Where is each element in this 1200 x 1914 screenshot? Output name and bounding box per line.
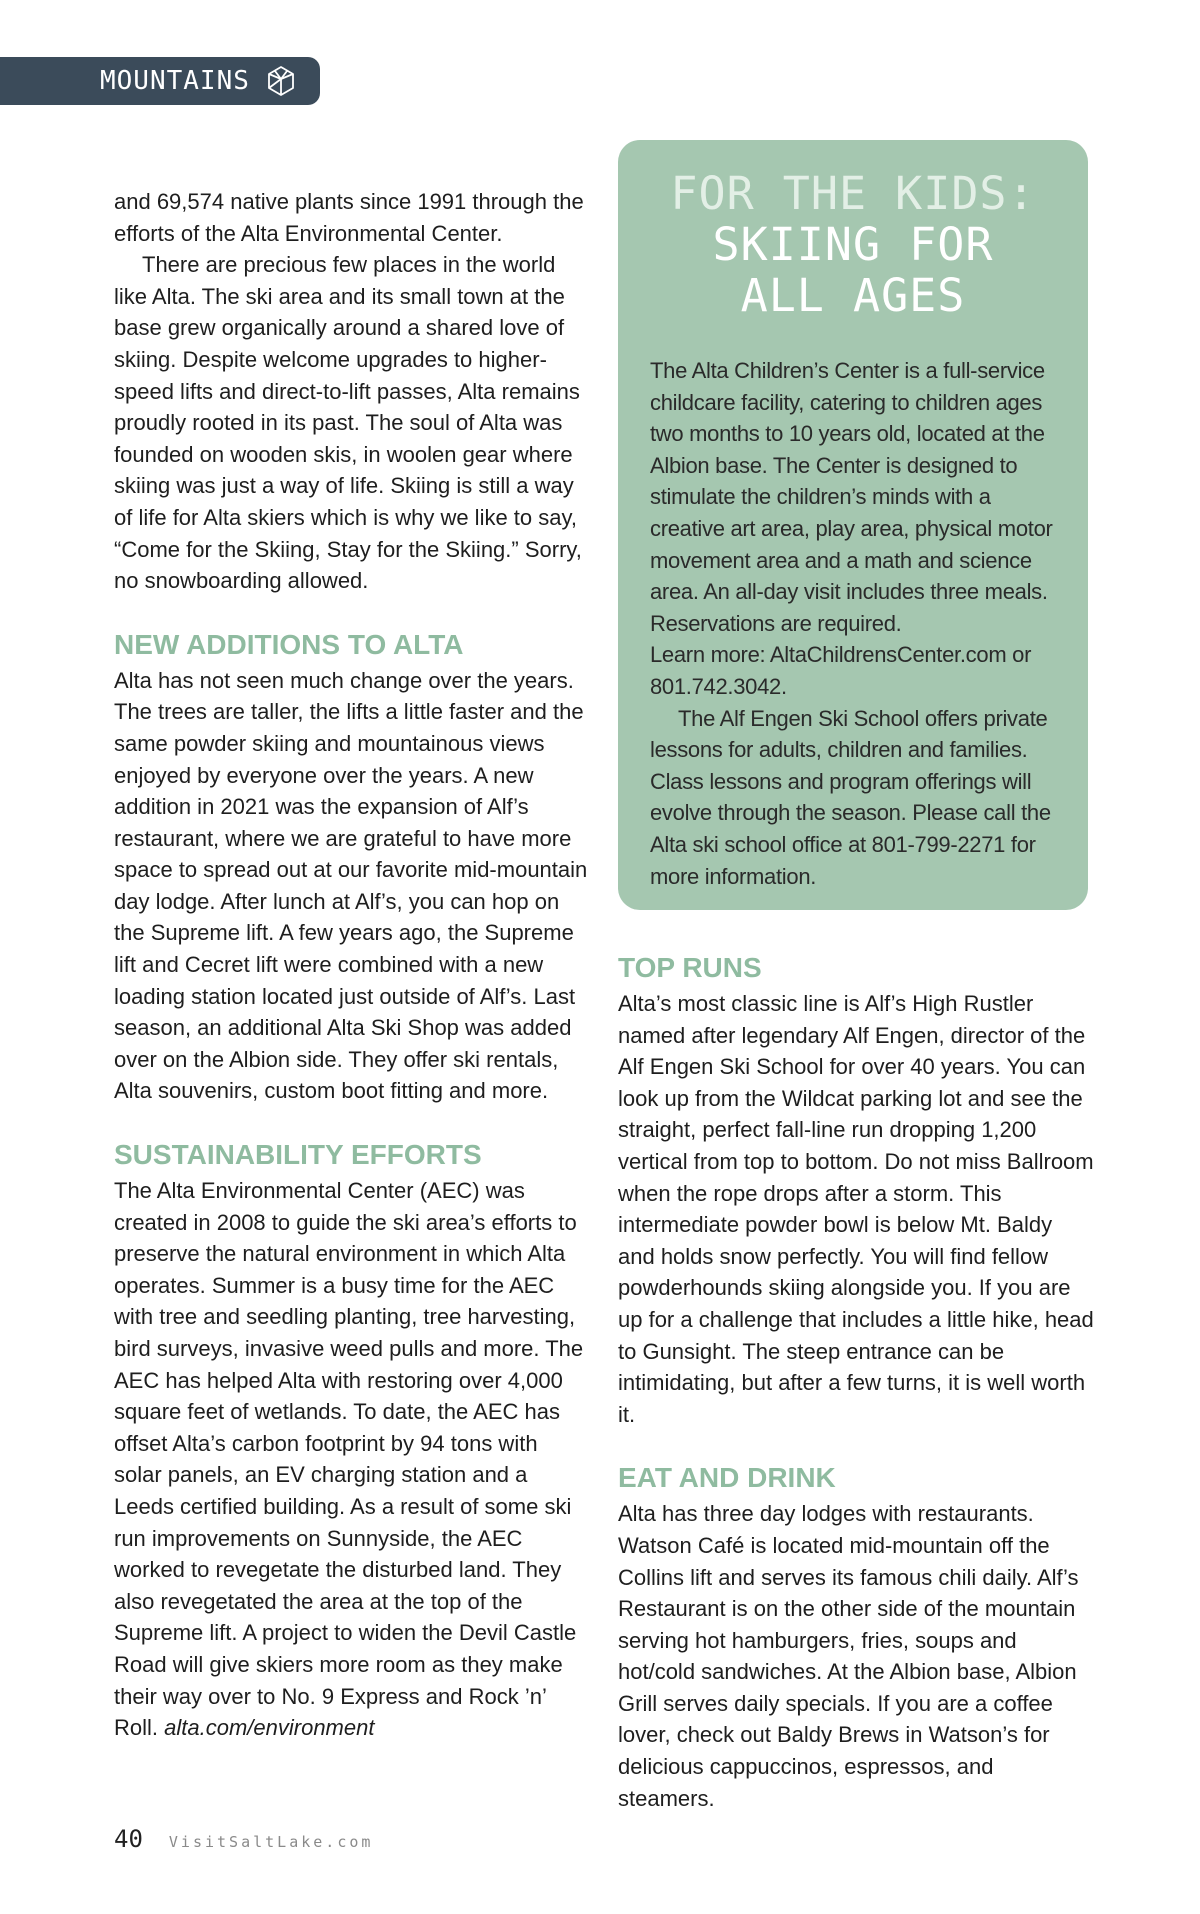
sustainability-text: The Alta Environmental Center (AEC) was created in 2008 to guide the ski area’s efforts to preserve the natural environment in which Alta operates. Summer is a busy time for the AEC with tree and seedling planting, tree harvesting, bird surveys, invasive weed pulls and more. The AEC has helped Alta with restoring over 4,000 square feet of wetlands. To date, the AEC has offset Alta’s carbon footprint by 94 tons with solar panels, an EV charging station and a Leeds certified building. As a result of some ski run improvements on Sunnyside, the AEC worked to revegetate the disturbed land. They also revegetated the area at the top of the Supreme lift. A project to widen the Devil Castle Road will give skiers more room as they make their way over to No. 9 Express and Rock ’n’ Roll. (114, 1178, 584, 1741)
top-runs-heading: TOP RUNS (618, 952, 762, 983)
sidebar-body (650, 355, 1060, 892)
sidebar-title-line1: FOR THE KIDS: (670, 167, 1036, 220)
section-tab (0, 57, 320, 105)
sustainability-heading: SUSTAINABILITY EFFORTS (114, 1139, 482, 1171)
sidebar-paragraph-2: Learn more: AltaChildrensCenter.com or 801.742.3042. (650, 642, 1032, 699)
kids-sidebar (618, 140, 1088, 910)
sidebar-paragraph-3: The Alf Engen Ski School offers private lessons for adults, children and families. Class lessons and program offerings will evolve through the season. Please call the Alta ski school office at 801-799-2271 for more information. (650, 705, 1051, 889)
right-column (618, 950, 1094, 1814)
top-runs-body: Alta’s most classic line is Alf’s High Rustler named after legendary Alf Engen, director of the Alf Engen Ski School for over 40 years. You can look up from the Wildcat parking lot and see the straight, perfect fall-line run dropping 1,200 vertical from top to bottom. Do not miss Ballroom when the rope drops after a storm. This intermediate powder bowl is below Mt. Baldy and holds snow perfectly. You will find fellow powderhounds skiing alongside you. If you are up for a challenge that includes a little hike, head to Gunsight. The steep entrance can be intimidating, but after a few turns, it is well worth it. (618, 991, 1094, 1427)
left-column (114, 186, 590, 1744)
sidebar-title-line3: ALL AGES (740, 269, 966, 322)
sidebar-paragraph-1: The Alta Children’s Center is a full-service childcare facility, catering to children ages two months to 10 years old, located at the Albion base. The Center is designed to stimulate the children’s minds with a creative art area, play area, physical motor movement area and a math and science area. An all-day visit includes three meals. Reservations are required. (650, 358, 1053, 636)
sustainability-link[interactable]: alta.com/environment (164, 1715, 375, 1741)
footer-site: VisitSaltLake.com (168, 1833, 374, 1851)
new-additions-body: Alta has not seen much change over the years. The trees are taller, the lifts a little faster and the same powder skiing and mountainous views enjoyed by everyone over the years. A new addition in 2021 was the expansion of Alf’s restaurant, where we are grateful to have more space to spread out at our favorite mid-mountain day lodge. After lunch at Alf’s, you can hop on the Supreme lift. A few years ago, the Supreme lift and Cecret lift were combined with a new loading station located just outside of Alf’s. Last season, an additional Alta Ski Shop was added over on the Albion side. They offer ski rentals, Alta souvenirs, custom boot fitting and more. (114, 667, 588, 1104)
sustainability-body (114, 1175, 590, 1744)
eat-drink-heading: EAT AND DRINK (618, 1462, 836, 1494)
sidebar-title-line2: SKIING FOR (712, 218, 994, 271)
page-number: 40 (114, 1825, 143, 1853)
section-tab-label: MOUNTAINS (100, 66, 250, 96)
gem-icon (264, 64, 298, 98)
intro-paragraph: and 69,574 native plants since 1991 through the efforts of the Alta Environmental Center. (114, 189, 584, 246)
page-footer (114, 1825, 373, 1853)
eat-drink-body: Alta has three day lodges with restaurants. Watson Café is located mid-mountain off the Collins lift and serves its famous chili daily. Alf’s Restaurant is on the other side of the mountain serving hot hamburgers, fries, soups and hot/cold sandwiches. At the Albion base, Albion Grill serves daily specials. If you are a coffee lover, check out Baldy Brews in Watson’s for delicious cappuccinos, espressos, and steamers. (618, 1501, 1079, 1811)
sidebar-title (618, 168, 1088, 321)
new-additions-heading: NEW ADDITIONS TO ALTA (114, 628, 464, 660)
intro-paragraph-2: There are precious few places in the world like Alta. The ski area and its small town at the base grew organically around a shared love of skiing. Despite welcome upgrades to higher-speed lifts and direct-to-lift passes, Alta remains proudly rooted in its past. The soul of Alta was founded on wooden skis, in woolen gear where skiing was just a way of life. Skiing is still a way of life for Alta skiers which is why we like to say, “Come for the Skiing, Stay for the Skiing.” Sorry, no snowboarding allowed. (114, 252, 582, 594)
